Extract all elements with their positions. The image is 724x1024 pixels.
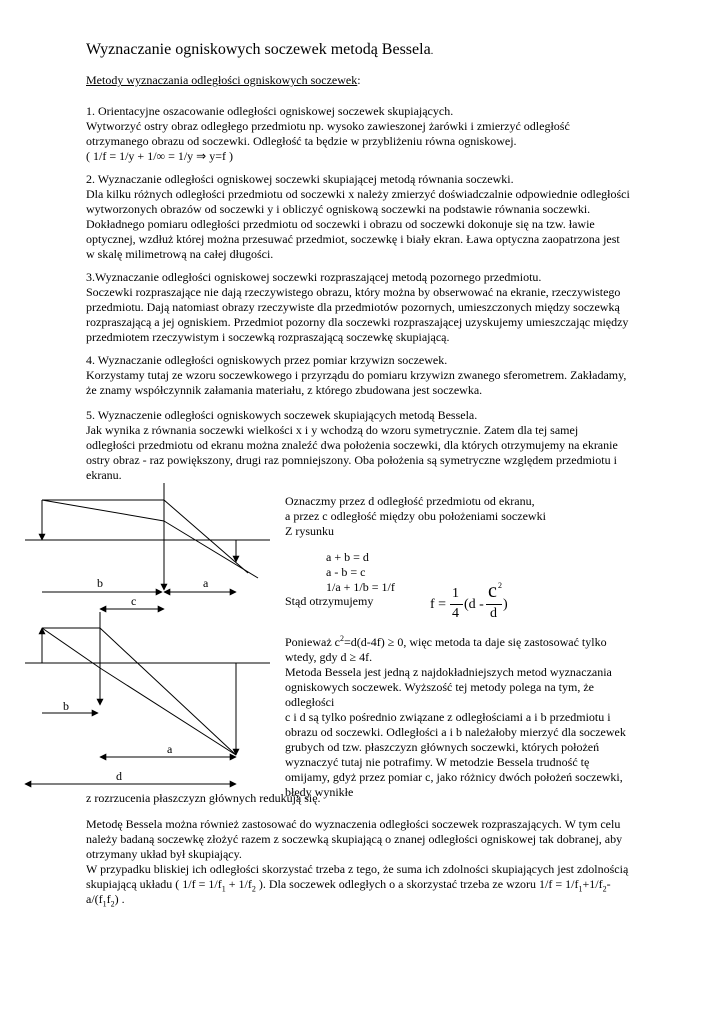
ray-lower-2 [42,628,100,668]
equation: a + b = d [326,550,369,564]
stad-text: Stąd otrzymujemy [285,594,374,608]
s4-line: że znamy współczynnik załamania materiału, z którego zbudowana jest soczewka. [86,383,483,397]
right-line: a przez c odległość między obu położeniami soczewki [285,509,546,523]
label-b-lower: b [63,699,69,713]
poniewaz-line: Ponieważ $c^2=d(d-4f) \ge 0$, więc metoda ta daje się zastosować tylko [285,634,607,649]
s1-line: 1. Orientacyjne oszacowanie odległości ogniskowej soczewek skupiających. [86,104,454,118]
right2-line: grubych od tzw. płaszczyzn głównych soczewki, których położeń [285,740,600,754]
s5-line: ostry obraz - raz powiększony, drugi raz pomniejszony. Oba położenia są symetryczne względem przedmiotu i [86,453,617,467]
right2-line: omijamy, gdyż przez pomiar c, jako różnicy dwóch położeń soczewki, [285,770,623,784]
s1-line: otrzymanego obrazu od soczewki. Odległość ta będzie w przybliżeniu równa ogniskowej. [86,134,517,148]
s5-line: 5. Wyznaczenie odległości ogniskowych soczewek skupiających metodą Bessela. [86,408,478,422]
right-line: Oznaczmy przez d odległość przedmiotu od ekranu, [285,494,535,508]
right2-line: ogniskowych soczewek. Wyższość tej metody polega na tym, że [285,680,594,694]
label-a-upper: a [203,576,209,590]
last-line: otrzymany układ był skupiający. [86,847,242,861]
page-title: Wyznaczanie ogniskowych soczewek metodą Bessela. [86,41,434,58]
s3-line: przedmiotu. Dają natomiast obrazy rzeczywiste dla przedmiotów pozornych, umieszczonych między soczewką [86,300,620,314]
s1-line: Wytworzyć ostry obraz odległego przedmiotu np. wysoko zawieszonej żarówki i zmierzyć odległość [86,119,570,133]
s3-line: 3.Wyznaczanie odległości ogniskowej soczewki rozpraszającej metodą pozornego przedmiotu. [86,270,542,284]
right2-line: obrazu od soczewki. Odległości a i b należałoby mierzyć dla soczewek [285,725,626,739]
ray-upper-1 [42,500,164,521]
label-a-lower: a [167,742,173,756]
s3-line: Soczewki rozpraszające nie dają rzeczywistego obrazu, który można by obserwować na ekranie, rzeczywistego [86,285,621,299]
ray-lower-1b [100,628,236,755]
s5-line: Jak wynika z równania soczewki wielkości x i y wchodzą do wzoru symetrycznie. Zatem dla tej samej [86,423,579,437]
right2-line: Metoda Bessela jest jedną z najdokładniejszych metod wyznaczania [285,665,612,679]
right2-line: c i d są tylko pośrednio związane z odległościami a i b przedmiotu i [285,710,611,724]
equation: a - b = c [326,565,366,579]
ray-upper-2b [164,500,248,573]
s2-line: Dokładnego pomiaru odległości przedmiotu od soczewki i obrazu od soczewki dokonuje się na tzw. ławie [86,217,595,231]
s4-line: Korzystamy tutaj ze wzoru soczewkowego i przyrządu do pomiaru krzywizn zwanego sferometrem. Zakładamy, [86,368,627,382]
last-line: skupiającą układu ( $1/f = 1/f_1 + 1/f_2$ ). Dla soczewek odległych o a skorzystać trzeba ze wzoru $1/f = 1/f_1+1/f_2-$ [86,877,611,894]
last-line: należy badaną soczewkę złożyć razem z soczewką skupiającą o znanej odległości ogniskowej tak dobranej, aby [86,832,623,846]
label-b-upper: b [97,576,103,590]
right2-line: wyznaczyć tutaj nie potrafimy. W metodzie Bessela trudność tę [285,755,590,769]
last-line: Metodę Bessela można również zastosować do wyznaczenia odległości soczewek rozpraszających. W tym celu [86,817,621,831]
s1-line: ( 1/f = 1/y + 1/∞ = 1/y ⇒ y=f ) [86,149,233,163]
right2-line: odległości [285,695,335,709]
s3-line: rozpraszającą a jej ogniskiem. Przedmiot pozorny dla soczewki rozpraszającej uzyskujemy umieszczając między [86,315,629,329]
label-d: d [116,769,122,783]
last-line: W przypadku bliskiej ich odległości skorzystać trzeba z tego, że suma ich zdolności skupiających jest zdolnością [86,862,629,876]
label-c: c [131,594,137,608]
right2-line: wtedy, gdy d ≥ 4f. [285,650,373,664]
s2-line: w skalę milimetrową na całej długości. [86,247,274,261]
s5-line: ekranu. [86,468,122,482]
s5-line: odległości przedmiotu od ekranu można znaleźć dwa położenia soczewki, dla których otrzymujemy na ekranie [86,438,618,452]
last-line: $a/(f_1f_2)$ . [86,892,125,909]
s3-line: przedmiotem rzeczywistym i soczewką rozpraszającą soczewkę skupiającą. [86,330,450,344]
equation: 1/a + 1/b = 1/f [326,580,395,594]
s2-line: 2. Wyznaczanie odległości ogniskowej soczewki skupiającej metodą równania soczewki. [86,172,514,186]
rozrzucenia-line: z rozrzucenia płaszczyzn głównych redukują się. [86,791,321,805]
s4-line: 4. Wyznaczanie odległości ogniskowych przez pomiar krzywizn soczewek. [86,353,448,367]
right-line: Z rysunku [285,524,334,538]
s2-line: wytworzonych obrazów od soczewki y i obliczyć ogniskową soczewki na podstawie równania soczewki. [86,202,591,216]
s2-line: optycznej, wzdłuż której można przesuwać przedmiot, soczewkę i biały ekran. Ława optyczna zaopatrzona jest [86,232,620,246]
right2-line: błędy wynikłe [285,785,354,799]
s2-line: Dla kilku różnych odległości przedmiotu od soczewki x należy zmierzyć doświadczalnie odpowiednie odległości [86,187,630,201]
methods-heading: Metody wyznaczania odległości ogniskowych soczewek: [86,73,361,87]
